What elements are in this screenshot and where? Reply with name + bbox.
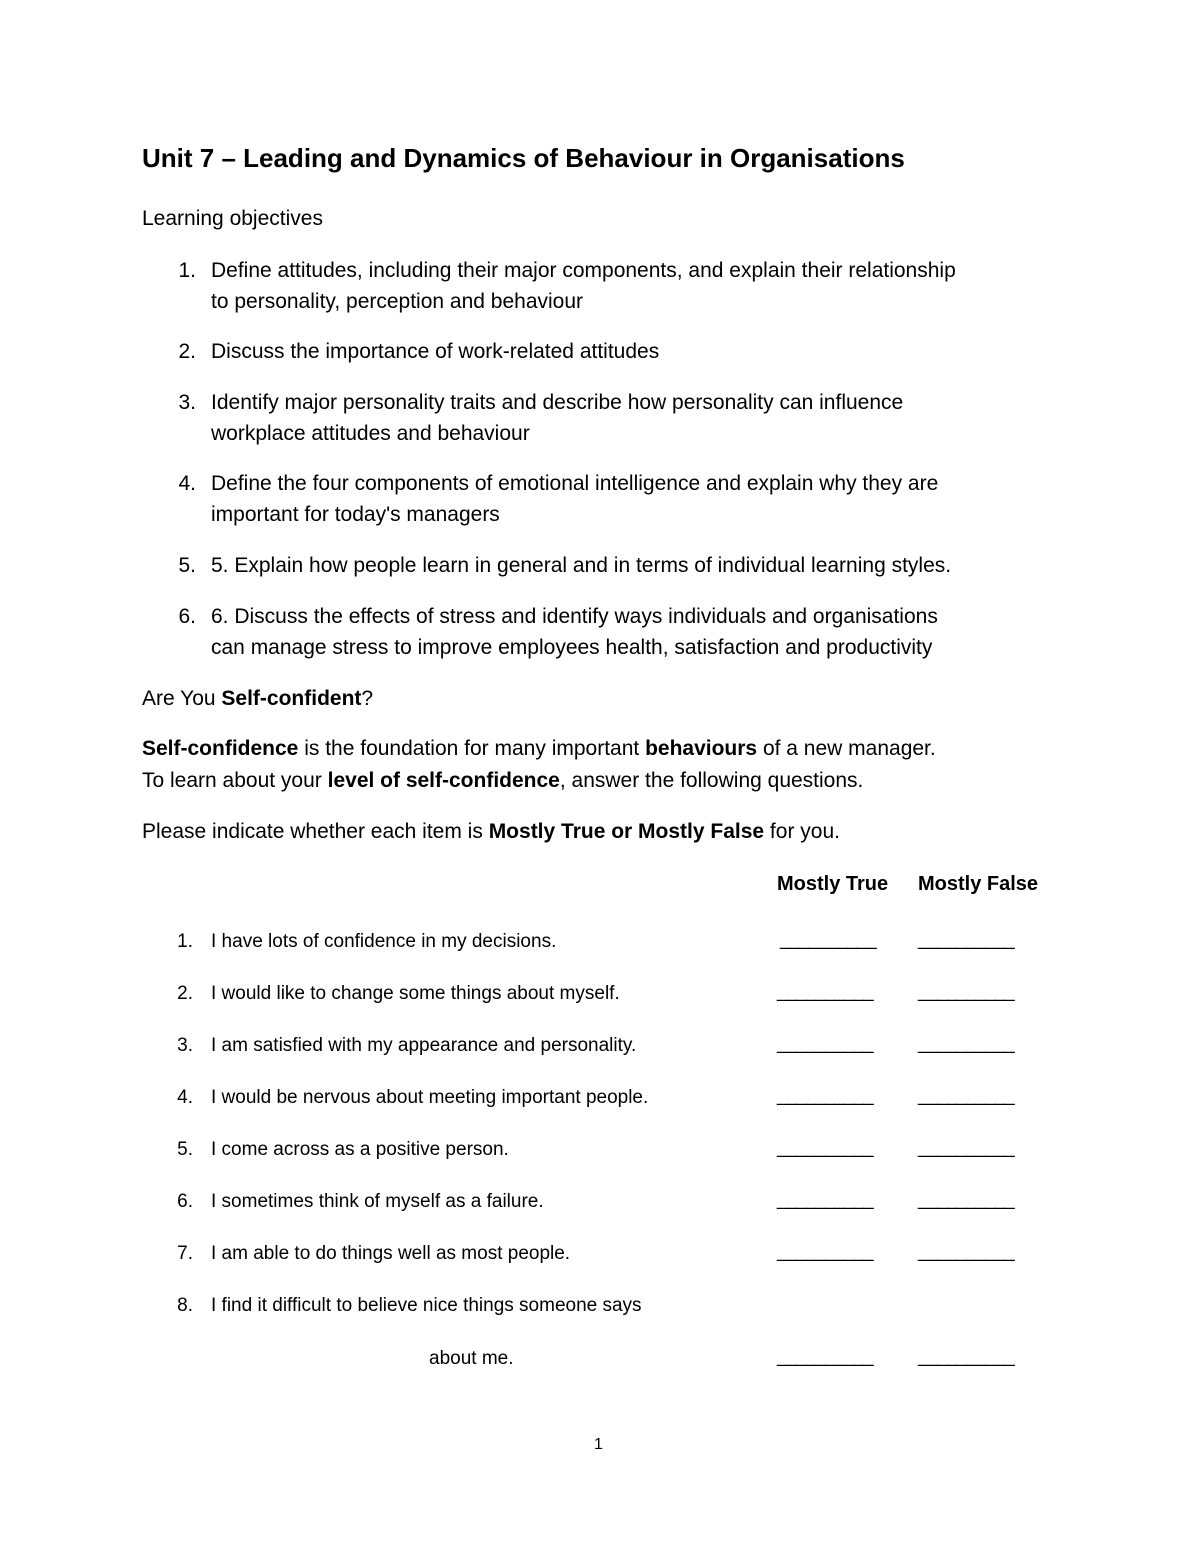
mostly-false-blank[interactable]: __________ [918,1085,1014,1106]
quiz-question-bold: Self-confident [221,687,362,710]
intro-bold-level: level of self-confidence [327,769,560,792]
mostly-true-blank[interactable]: __________ [777,1241,873,1262]
objective-text: 6. Discuss the effects of stress and identify ways individuals and organisations [211,605,938,628]
item-number: 3. [177,1035,193,1056]
objective-text: workplace attitudes and behaviour [211,422,530,445]
item-text-continued: about me. [429,1348,514,1369]
objective-number: 1. [178,259,196,282]
intro-text: Please indicate whether each item is [142,820,489,843]
item-text: I would like to change some things about myself. [211,983,620,1004]
quiz-question [142,687,373,711]
objective-number: 5. [178,554,196,577]
item-number: 4. [177,1087,193,1108]
mostly-false-blank[interactable]: __________ [918,1241,1014,1262]
column-header-mostly-false: Mostly False [918,873,1039,895]
mostly-true-blank[interactable]: __________ [777,1137,873,1158]
mostly-false-blank[interactable]: __________ [918,1137,1014,1158]
objectives-heading: Learning objectives [142,207,323,230]
mostly-true-blank[interactable]: __________ [777,1189,873,1210]
item-number: 8. [177,1295,193,1316]
item-number: 6. [177,1191,193,1212]
mostly-false-blank[interactable]: __________ [918,1033,1014,1054]
intro-bold-mostly: Mostly True or Mostly False [488,820,765,843]
item-text: I come across as a positive person. [211,1139,509,1160]
item-number: 2. [177,983,193,1004]
column-header-mostly-true: Mostly True [777,873,889,895]
item-number: 7. [177,1243,193,1264]
page-number: 1 [594,1436,603,1453]
mostly-false-blank[interactable]: __________ [918,929,1014,950]
mostly-true-blank[interactable]: __________ [777,1346,873,1367]
objective-text: Identify major personality traits and describe how personality can influence [211,391,904,414]
item-text: I sometimes think of myself as a failure. [211,1191,544,1212]
mostly-false-blank[interactable]: __________ [918,1346,1014,1367]
mostly-false-blank[interactable]: __________ [918,1189,1014,1210]
intro-text: , answer the following questions. [559,769,864,792]
quiz-question-suffix: ? [361,687,374,710]
objective-text: Define the four components of emotional intelligence and explain why they are [211,472,939,495]
intro-bold-self-confidence: Self-confidence [142,737,299,760]
item-text: I find it difficult to believe nice things someone says [211,1295,642,1316]
item-number: 5. [177,1139,193,1160]
mostly-false-blank[interactable]: __________ [918,981,1014,1002]
item-text: I would be nervous about meeting important people. [211,1087,649,1108]
intro-text: of a new manager. [757,737,936,760]
objective-text: to personality, perception and behaviour [211,290,584,313]
intro-text: is the foundation for many important [298,737,646,760]
quiz-question-prefix: Are You [142,687,222,710]
objective-text: Define attitudes, including their major components, and explain their relationship [211,259,956,282]
objective-number: 4. [178,472,196,495]
item-text: I am satisfied with my appearance and personality. [211,1035,637,1056]
intro-line-1 [142,737,936,761]
page-title: Unit 7 – Leading and Dynamics of Behaviour in Organisations [142,143,905,173]
objective-number: 3. [178,391,196,414]
item-number: 1. [177,931,193,952]
objective-number: 2. [178,340,196,363]
intro-bold-behaviours: behaviours [645,737,758,760]
objective-number: 6. [178,605,196,628]
item-text: I am able to do things well as most people. [211,1243,571,1264]
objective-text: important for today's managers [211,503,500,526]
intro-line-3 [142,820,840,844]
intro-text: To learn about your [142,769,328,792]
mostly-true-blank[interactable]: __________ [777,1085,873,1106]
mostly-true-blank[interactable]: __________ [780,929,876,950]
objective-text: Discuss the importance of work-related attitudes [211,340,660,363]
intro-line-2 [142,769,863,793]
mostly-true-blank[interactable]: __________ [777,1033,873,1054]
intro-text: for you. [764,820,840,843]
mostly-true-blank[interactable]: __________ [777,981,873,1002]
objective-text: 5. Explain how people learn in general and in terms of individual learning styles. [211,554,952,577]
item-text: I have lots of confidence in my decisions. [211,931,557,952]
objective-text: can manage stress to improve employees health, satisfaction and productivity [211,636,933,659]
